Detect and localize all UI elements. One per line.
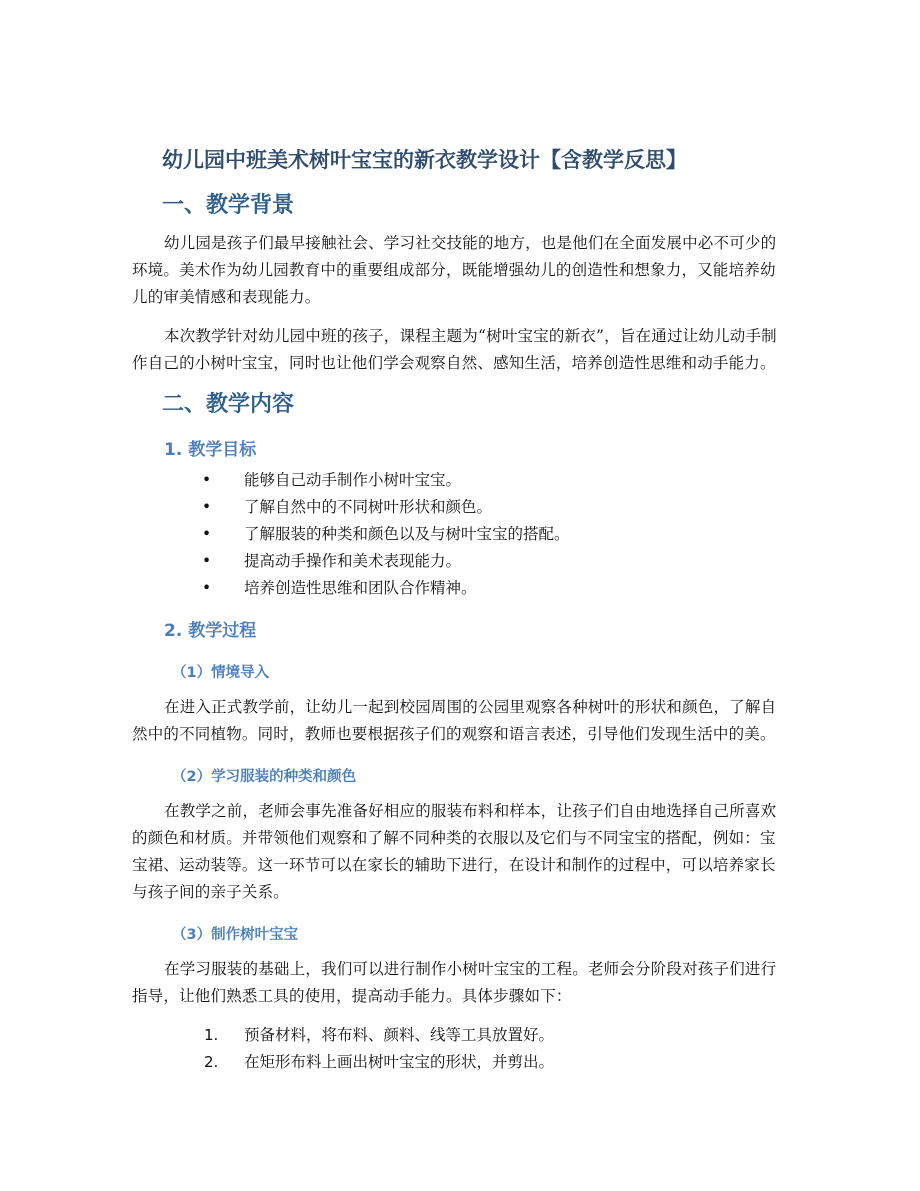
step-paragraph: 在进入正式教学前，让幼儿一起到校园周围的公园里观察各种树叶的形状和颜色，了解自然中的不同植物。同时，教师也要根据孩子们的观察和语言表述，引导他们发现生活中的美。	[132, 698, 777, 743]
list-item-text: 在矩形布料上画出树叶宝宝的形状，并剪出。	[244, 1053, 555, 1071]
step-heading-making: （3）制作树叶宝宝	[172, 927, 299, 943]
step-number: 2.	[204, 1053, 219, 1071]
list-item-text: 培养创造性思维和团队合作精神。	[244, 579, 477, 597]
step-heading-clothing: （2）学习服装的种类和颜色	[172, 769, 357, 785]
list-item-text: 提高动手操作和美术表现能力。	[244, 552, 462, 570]
list-item	[132, 521, 788, 548]
background-paragraph: 本次教学针对幼儿园中班的孩子，课程主题为“树叶宝宝的新衣”，旨在通过让幼儿动手制作自己的小树叶宝宝，同时也让他们学会观察自然、感知生活，培养创造性思维和动手能力。	[132, 327, 777, 372]
list-item	[132, 548, 788, 575]
list-item	[132, 575, 788, 602]
list-item-text: 能够自己动手制作小树叶宝宝。	[244, 471, 462, 489]
list-item	[132, 1049, 788, 1076]
bullet-marker: •	[202, 471, 212, 489]
step-number: 1.	[204, 1026, 219, 1044]
subsection-heading-goals: 1. 教学目标	[164, 440, 257, 460]
list-item-text: 了解自然中的不同树叶形状和颜色。	[244, 498, 493, 516]
document-body	[132, 140, 788, 1082]
list-item	[132, 1022, 788, 1049]
document-title: 幼儿园中班美术树叶宝宝的新衣教学设计【含教学反思】	[162, 148, 687, 172]
list-item	[132, 494, 788, 521]
bullet-marker: •	[202, 525, 212, 543]
goals-list	[132, 467, 788, 602]
bullet-marker: •	[202, 552, 212, 570]
bullet-marker: •	[202, 579, 212, 597]
subsection-heading-process: 2. 教学过程	[164, 621, 257, 641]
step-heading-intro: （1）情境导入	[172, 665, 270, 681]
section-heading-background: 一、教学背景	[162, 193, 295, 218]
list-item-text: 预备材料，将布料、颜料、线等工具放置好。	[244, 1026, 555, 1044]
list-item-text: 了解服装的种类和颜色以及与树叶宝宝的搭配。	[244, 525, 570, 543]
step-paragraph: 在学习服装的基础上，我们可以进行制作小树叶宝宝的工程。老师会分阶段对孩子们进行指导，让他们熟悉工具的使用，提高动手能力。具体步骤如下：	[132, 960, 777, 1005]
section-heading-content: 二、教学内容	[162, 392, 295, 417]
background-paragraph: 幼儿园是孩子们最早接触社会、学习社交技能的地方，也是他们在全面发展中必不可少的环境。美术作为幼儿园教育中的重要组成部分，既能增强幼儿的创造性和想象力，又能培养幼儿的审美情感和表现能力。	[132, 234, 777, 306]
making-steps-list	[132, 1022, 788, 1076]
list-item	[132, 467, 788, 494]
step-paragraph: 在教学之前，老师会事先准备好相应的服装布料和样本，让孩子们自由地选择自己所喜欢的颜色和材质。并带领他们观察和了解不同种类的衣服以及它们与不同宝宝的搭配，例如：宝宝裙、运动装等。这一环节可以在家长的辅助下进行，在设计和制作的过程中，可以培养家长与孩子间的亲子关系。	[132, 802, 777, 901]
bullet-marker: •	[202, 498, 212, 516]
